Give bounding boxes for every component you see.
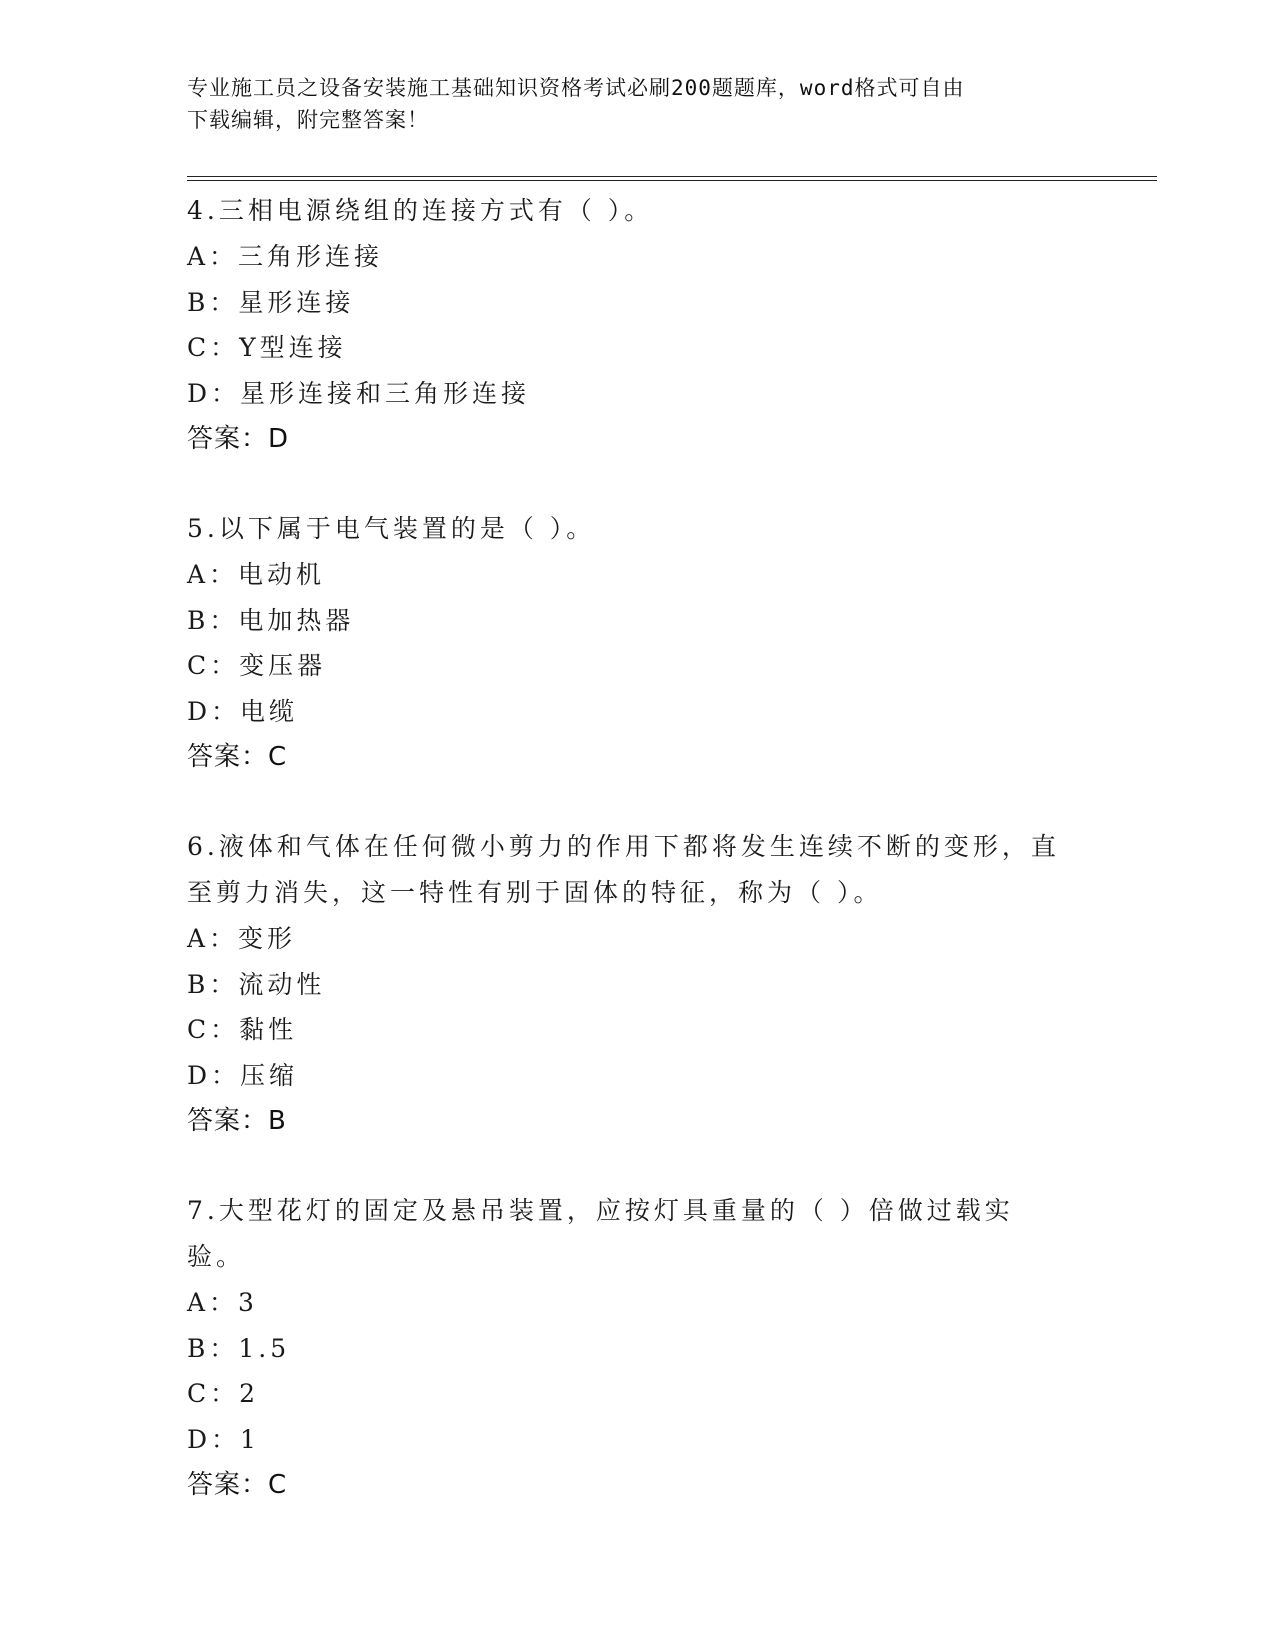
question-4 [187, 188, 1157, 462]
question-6 [187, 824, 1157, 1144]
option-d: D：电缆 [187, 696, 299, 726]
answer-label: 答案：C [187, 1470, 288, 1500]
header-divider [187, 176, 1157, 181]
answer-label: 答案：D [187, 424, 290, 454]
option-b: B：电加热器 [187, 605, 355, 635]
option-b: B：星形连接 [187, 287, 355, 317]
question-stem: 5.以下属于电气装置的是（ ）。 [187, 514, 596, 543]
question-list [187, 188, 1157, 1552]
question-stem: 7.大型花灯的固定及悬吊装置，应按灯具重量的（ ）倍做过载实验。 [187, 1196, 1014, 1271]
answer-label: 答案：B [187, 1106, 287, 1136]
option-b: B：流动性 [187, 969, 326, 999]
option-c: C：黏性 [187, 1015, 298, 1044]
answer-label: 答案：C [187, 742, 288, 772]
header-line-1: 专业施工员之设备安装施工基础知识资格考试必刷200题题库，word格式可自由 [187, 76, 965, 100]
question-7 [187, 1188, 1157, 1508]
question-5 [187, 506, 1157, 780]
option-b: B：1.5 [187, 1333, 291, 1363]
option-d: D：压缩 [187, 1060, 299, 1090]
option-a: A：3 [187, 1288, 258, 1317]
option-a: A：电动机 [187, 560, 326, 589]
option-a: A：三角形连接 [187, 242, 384, 271]
option-c: C：变压器 [187, 651, 327, 680]
option-c: C：Y型连接 [187, 333, 347, 362]
header-line-2: 下载编辑，附完整答案！ [187, 108, 429, 132]
option-c: C：2 [187, 1379, 260, 1408]
option-d: D：1 [187, 1424, 260, 1454]
question-stem: 4.三相电源绕组的连接方式有（ ）。 [187, 196, 654, 225]
option-d: D：星形连接和三角形连接 [187, 378, 531, 408]
option-a: A：变形 [187, 924, 297, 953]
question-stem: 6.液体和气体在任何微小剪力的作用下都将发生连续不断的变形，直至剪力消失，这一特性有别于固体的特征，称为（ ）。 [187, 832, 1060, 907]
document-header [187, 72, 1067, 136]
